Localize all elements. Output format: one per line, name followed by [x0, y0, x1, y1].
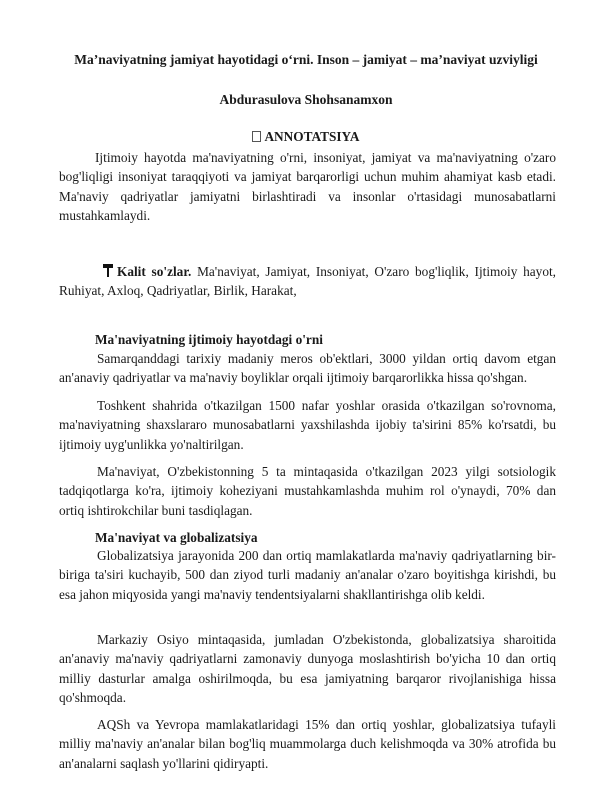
section-paragraph: Markaziy Osiyo mintaqasida, jumladan O'zbekistonda, globalizatsiya sharoitida an'anaviy ma'naviy qadriyatlarni zamonaviy dunyoga moslashtirish bo'yicha 10 dan ortiq milliy dasturlar amalga oshirilmoqda, bu esa jamiyatning barqaror rivojlanishiga hissa qo'shmoqda. — [59, 632, 556, 706]
section-heading: Ma'naviyatning ijtimoiy hayotdagi o'rni — [95, 332, 323, 347]
author-name: Abdurasulova Shohsanamxon — [219, 92, 393, 107]
keywords-paragraph — [59, 262, 556, 301]
section-paragraph: AQSh va Yevropa mamlakatlaridagi 15% dan ortiq yoshlar, globalizatsiya tufayli milliy ma'naviy an'analar bilan bog'liq muammolarga duch kelishmoqda va 30% atrofida bu an'analarni saqlash yo'llarini qidiryapti. — [59, 717, 556, 771]
keywords-text: Ma'naviyat, Jamiyat, Insoniyat, O'zaro bog'liqlik, Ijtimoiy hayot, Ruhiyat, Axloq, Qadriyatlar, Birlik, Harakat, — [59, 264, 556, 299]
section-paragraph: Toshkent shahrida o'tkazilgan 1500 nafar yoshlar orasida o'tkazilgan so'rovnoma, ma'naviyatning shaxslararo munosabatlarni yaxshilashda ijobiy ta'sirini 85% ko'rsatdi, bu ijtimoiy uyg'unlikka yo'naltirilgan. — [59, 398, 556, 452]
missing-glyph-icon — [252, 131, 261, 142]
section-paragraph: Globalizatsiya jarayonida 200 dan ortiq mamlakatlarda ma'naviy qadriyatlarning bir-biriga ta'siri kuchayib, 500 dan ziyod turli madaniy an'analar o'zaro boyitishga kirishdi, bu esa jahon miqyosida yangi ma'naviy tendentsiyalarni shakllantirishga olib keldi. — [59, 548, 556, 602]
annotation-heading — [40, 127, 572, 146]
section-heading: Ma'naviyat va globalizatsiya — [95, 530, 258, 545]
section-paragraph: Samarqanddagi tarixiy madaniy meros ob'ektlari, 3000 yildan ortiq davom etgan an'anaviy qadriyatlar va ma'naviy boyliklar orqali ijtimoiy barqarorlikka hissa qo'shgan. — [59, 351, 556, 386]
article-title: Ma’naviyatning jamiyat hayotidagi o‘rni. Inson – jamiyat – ma’naviyat uzviyligi — [74, 52, 538, 67]
pushpin-icon — [103, 264, 113, 277]
keywords-label: Kalit so'zlar. — [117, 264, 192, 279]
annotation-heading-text: ANNOTATSIYA — [264, 129, 360, 144]
annotation-text: Ijtimoiy hayotda ma'naviyatning o'rni, insoniyat, jamiyat va ma'naviyatning o'zaro bog'liqligi insoniyat taraqqiyoti va jamiyat barqarorligi uchun muhim ahamiyat kasb etadi. Ma'naviy qadriyatlar jamiyatni birlashtiradi va insonlar o'rtasidagi munosabatlarni mustahkamlaydi. — [59, 150, 556, 224]
section-paragraph: Ma'naviyat, O'zbekistonning 5 ta mintaqasida o'tkazilgan 2023 yilgi sotsiologik tadqiqotlarga ko'ra, ijtimoiy koheziyani mustahkamlashda muhim rol o'ynaydi, 70% dan ortiq ishtirokchilar buni tasdiqlagan. — [59, 464, 556, 518]
